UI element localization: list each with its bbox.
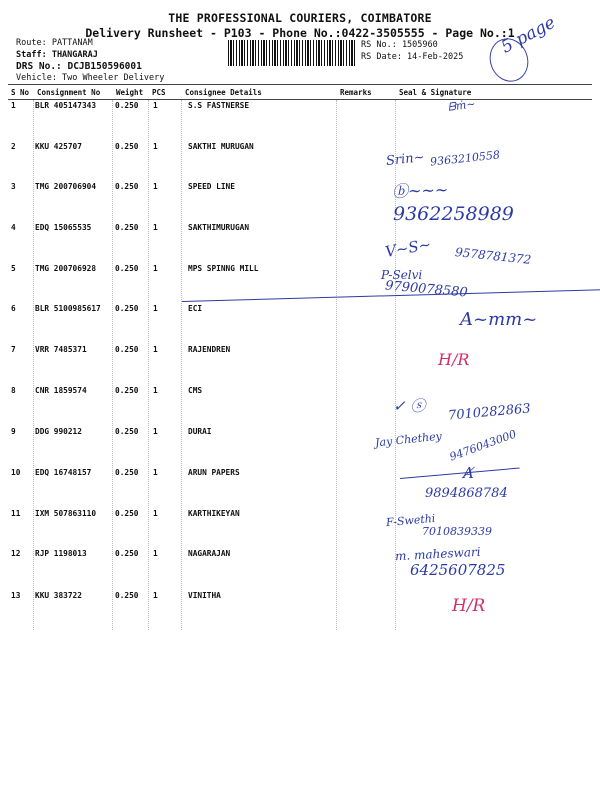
header-bottom-rule [8,99,592,100]
handwritten-phone: 7010282863 [447,401,532,424]
signature: V~S~ [383,235,433,261]
drs-line: DRS No.: DCJB150596001 [16,61,142,72]
row-consignee: ECI [188,304,203,313]
row-consignee: DURAI [188,427,212,436]
row-sno: 9 [11,427,16,436]
row-sno: 3 [11,182,16,191]
row-sno: 6 [11,304,16,313]
signature: Ⱥ [463,464,474,482]
signature: Srin~ [385,150,426,169]
handwritten-phone: 9362258989 [393,203,514,225]
row-weight: 0.250 [115,427,139,436]
route-line: Route: PATTANAM [16,38,93,48]
table-row [0,182,600,196]
row-weight: 0.250 [115,101,139,110]
row-pcs: 1 [153,101,158,110]
signature: ᗷṁ~ [447,97,477,114]
row-consignee: RAJENDREN [188,345,231,354]
rs-info [361,40,463,63]
col-pcs: PCS [152,88,166,97]
vehicle-line: Vehicle: Two Wheeler Delivery [16,72,165,83]
signature: ✓ ⓢ [393,397,426,415]
table-row [0,468,600,482]
rs-date: RS Date: 14-Feb-2025 [361,51,464,62]
row-consignee: MPS SPINNG MILL [188,264,259,273]
row-consignment-no: KKU 425707 [35,142,82,151]
row-weight: 0.250 [115,304,139,313]
row-pcs: 1 [153,223,158,232]
row-sno: 11 [11,509,21,518]
row-consignee: SAKTHI MURUGAN [188,142,254,151]
signature: F-Swethi [385,511,436,530]
row-weight: 0.250 [115,549,139,558]
row-pcs: 1 [153,427,158,436]
row-pcs: 1 [153,304,158,313]
table-row [0,591,600,605]
rs-number: RS No.: 1505960 [361,40,438,50]
row-consignee: ARUN PAPERS [188,468,240,477]
row-pcs: 1 [153,142,158,151]
row-pcs: 1 [153,591,158,600]
signature: ⓑ~~~ [391,180,449,201]
row-weight: 0.250 [115,345,139,354]
handwritten-note: H/R [438,350,470,369]
row-consignee: NAGARAJAN [188,549,231,558]
row-consignee: KARTHIKEYAN [188,509,240,518]
row-consignee: SPEED LINE [188,182,235,191]
row-sno: 10 [11,468,21,477]
row-sno: 12 [11,549,21,558]
row-consignment-no: KKU 383722 [35,591,82,600]
table-row [0,386,600,400]
row-consignment-no: TMG 200706928 [35,264,97,273]
table-row [0,549,600,563]
row-weight: 0.250 [115,264,139,273]
handwritten-phone: 9790078580 [384,278,469,301]
table-row [0,223,600,237]
row-sno: 1 [11,101,16,110]
row-consignee: CMS [188,386,203,395]
col-remarks: Remarks [340,88,372,97]
handwritten-phone: 9578781372 [454,245,532,267]
handwritten-phone: 7010839339 [422,525,492,538]
row-weight: 0.250 [115,142,139,151]
table-row [0,345,600,359]
table-row [0,101,600,115]
table-row [0,142,600,156]
handwritten-note: H/R [452,596,486,616]
row-consignee: VINITHA [188,591,221,600]
row-pcs: 1 [153,345,158,354]
row-pcs: 1 [153,549,158,558]
route-info [16,38,164,84]
row-consignment-no: VRR 7485371 [35,345,87,354]
row-sno: 2 [11,142,16,151]
page-count-note: 5 page [498,12,559,58]
row-pcs: 1 [153,386,158,395]
signature: m. maheswari [394,544,481,564]
row-sno: 8 [11,386,16,395]
row-consignment-no: BLR 5100985617 [35,304,101,313]
signature: Jay Chethey [374,429,443,450]
row-consignment-no: TMG 200706904 [35,182,97,191]
row-consignment-no: CNR 1859574 [35,386,87,395]
col-consignment: Consignment No [37,88,101,97]
row-sno: 13 [11,591,21,600]
row-weight: 0.250 [115,509,139,518]
header-top-rule [8,84,592,85]
row-weight: 0.250 [115,591,139,600]
row-pcs: 1 [153,264,158,273]
handwritten-phone: 9476043000 [447,427,519,464]
row-weight: 0.250 [115,386,139,395]
handwritten-phone: 6425607825 [410,561,506,579]
row-pcs: 1 [153,468,158,477]
row-consignment-no: EDQ 15065535 [35,223,92,232]
row-sno: 5 [11,264,16,273]
row-sno: 7 [11,345,16,354]
handwritten-phone: 9363210558 [429,148,501,169]
row-weight: 0.250 [115,182,139,191]
row-weight: 0.250 [115,468,139,477]
table-row [0,264,600,278]
row-consignment-no: IXM 507863110 [35,509,97,518]
col-sno: S No [11,88,30,97]
row-sno: 4 [11,223,16,232]
row-consignment-no: DDG 990212 [35,427,82,436]
col-seal: Seal & Signature [399,88,472,97]
handwritten-phone: 9894868784 [425,486,508,501]
col-consignee: Consignee Details [185,88,262,97]
row-pcs: 1 [153,182,158,191]
row-weight: 0.250 [115,223,139,232]
signature: P-Selvi [381,268,423,282]
row-consignment-no: RJP 1198013 [35,549,87,558]
signature: A~mm~ [460,309,538,330]
row-consignee: SAKTHIMURUGAN [188,223,250,232]
staff-line: Staff: THANGARAJ [16,49,98,60]
row-pcs: 1 [153,509,158,518]
barcode [228,40,356,66]
row-consignee: S.S FASTNERSE [188,101,250,110]
row-consignment-no: BLR 405147343 [35,101,97,110]
row-consignment-no: EDQ 16748157 [35,468,92,477]
col-weight: Weight [116,88,144,97]
runsheet-subtitle: Delivery Runsheet - P103 - Phone No.:0422-3505555 - Page No.:1 [85,26,515,40]
company-title: THE PROFESSIONAL COURIERS, COIMBATORE [168,11,432,25]
table-row [0,509,600,523]
